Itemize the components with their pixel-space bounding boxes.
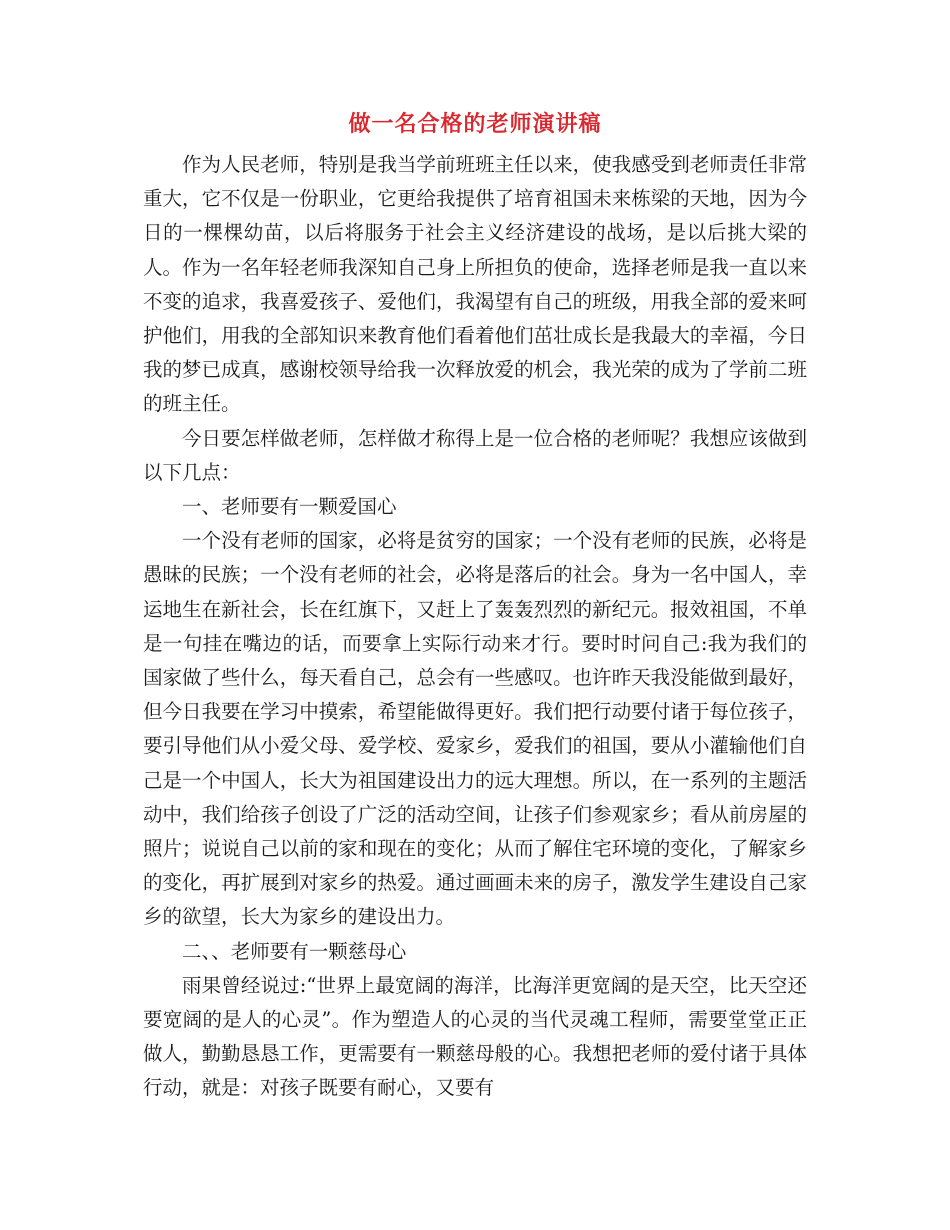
document-title: 做一名合格的老师演讲稿	[348, 112, 602, 137]
paragraph: 一个没有老师的国家，必将是贫穷的国家；一个没有老师的民族，必将是愚昧的民族；一个没有老师的社会，必将是落后的社会。身为一名中国人，幸运地生在新社会，长在红旗下，又赶上了轰轰烈烈的新纪元。报效祖国，不单是一句挂在嘴边的话，而要拿上实际行动来才行。要时时问自己:我为我们的国家做了些什么，每天看自己，总会有一些感叹。也许昨天我没能做到最好，但今日我要在学习中摸索，希望能做得更好。我们把行动要付诸于每位孩子，要引导他们从小爱父母、爱学校、爱家乡，爱我们的祖国，要从小灌输他们自己是一个中国人，长大为祖国建设出力的远大理想。所以，在一系列的主题活动中，我们给孩子创设了广泛的活动空间，让孩子们参观家乡；看从前房屋的照片；说说自己以前的家和现在的变化；从而了解住宅环境的变化，了解家乡的变化，再扩展到对家乡的热爱。通过画画未来的房子，激发学生建设自己家乡的欲望，长大为家乡的建设出力。	[143, 529, 807, 929]
section-heading: 一、老师要有一颗爱国心	[182, 495, 397, 519]
paragraph: 雨果曾经说过:“世界上最宽阔的海洋，比海洋更宽阔的是天空，比天空还要宽阔的是人的心灵”。作为塑造人的心灵的当代灵魂工程师，需要堂堂正正做人，勤勤恳恳工作，更需要有一颗慈母般的心。我想把老师的爱付诸于具体行动，就是：对孩子既要有耐心，又要有	[143, 973, 807, 1100]
paragraph: 今日要怎样做老师，怎样做才称得上是一位合格的老师呢？我想应该做到以下几点：	[143, 426, 807, 484]
document-body	[143, 148, 807, 1106]
section-heading: 二、、老师要有一颗慈母心	[182, 939, 407, 963]
paragraph: 作为人民老师，特别是我当学前班班主任以来，使我感受到老师责任非常重大，它不仅是一份职业，它更给我提供了培育祖国未来栋梁的天地，因为今日的一棵棵幼苗，以后将服务于社会主义经济建设的战场，是以后挑大梁的人。作为一名年轻老师我深知自己身上所担负的使命，选择老师是我一直以来不变的追求，我喜爱孩子、爱他们，我渴望有自己的班级，用我全部的爱来呵护他们，用我的全部知识来教育他们看着他们茁壮成长是我最大的幸福，今日我的梦已成真，感谢校领导给我一次释放爱的机会，我光荣的成为了学前二班的班主任。	[143, 153, 807, 416]
